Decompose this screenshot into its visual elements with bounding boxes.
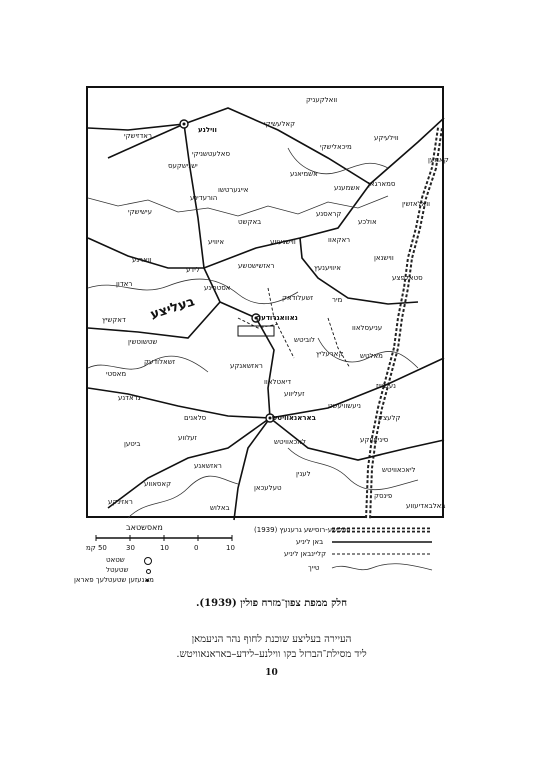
- village-legend-label: מאנעזען שטעטלעך פאראן: [74, 576, 154, 584]
- place-label: הורעדינע: [190, 194, 218, 202]
- place-label: סמארגאן: [368, 180, 396, 188]
- river-legend-label: טייך: [308, 564, 320, 572]
- railway-line: [88, 184, 370, 268]
- place-label: אסטרינע: [204, 284, 231, 292]
- place-label: ניעשוויעשט: [328, 402, 361, 410]
- place-label: זשעלודאק: [282, 294, 314, 302]
- map-caption: חלק ממפת צפון־מזרח פולין (1939).: [195, 598, 348, 609]
- place-label: נאוואגרודעק: [256, 314, 298, 322]
- railway-legend-label: באן ליניע: [296, 538, 324, 546]
- place-label: גראדנע: [118, 394, 141, 402]
- place-label: קאמען: [428, 156, 449, 164]
- railway-line: [108, 418, 270, 508]
- place-label: באקשט: [238, 218, 262, 226]
- place-label: סיניאווקע: [360, 436, 389, 444]
- narrow-railway-line: [328, 318, 350, 368]
- place-label: שטשוטשין: [128, 338, 158, 346]
- place-label: דיאטלאוו: [264, 378, 292, 386]
- place-label: איוויענעץ: [314, 264, 341, 272]
- place-label: זעליווע: [284, 390, 305, 398]
- place-label: ראזינקע: [108, 498, 133, 506]
- map-legend: [74, 520, 444, 590]
- place-label: לענין: [296, 470, 311, 478]
- town-legend-label: שטעטל: [106, 566, 129, 574]
- place-label: אייגערטשו: [218, 186, 249, 194]
- place-label: וואלאזשין: [402, 200, 431, 208]
- narrow-railway-legend-label: קליינבאן ליניע: [284, 550, 327, 558]
- place-label: איוויע: [208, 238, 225, 246]
- place-label: קארעליץ: [316, 350, 344, 358]
- scale-title: מאסשטאב: [126, 523, 163, 532]
- place-label: ראזשאנע: [194, 462, 222, 470]
- description-line: ליד מסילת־הברזל בקו ווילנע–לידע–באראנאוויטש.: [176, 649, 367, 660]
- town-symbol: [146, 569, 151, 574]
- place-label: ווישנאן: [374, 254, 394, 262]
- place-label: מיר: [332, 296, 343, 304]
- place-label: נעשוויז: [376, 382, 396, 390]
- scale-tick-label: 30: [126, 544, 135, 552]
- place-label: קלעצק: [378, 414, 401, 422]
- place-label: מאסטי: [106, 370, 127, 378]
- railway-line: [234, 418, 270, 520]
- place-label: אשמיאנע: [290, 170, 318, 178]
- map-lines: [88, 88, 446, 520]
- place-label: ביטען: [124, 440, 141, 448]
- place-label: ראדון: [116, 280, 133, 288]
- scale-tick-label: 10: [226, 544, 235, 552]
- place-label: פינסק: [374, 492, 393, 500]
- place-label: עישישקי: [128, 208, 152, 216]
- description: [0, 632, 543, 662]
- place-label: דאקשיץ: [102, 316, 126, 324]
- place-label: ווישנעווע: [270, 238, 296, 246]
- place-label: מיכאלישקי: [320, 143, 352, 151]
- place-label: ראקאוו: [328, 236, 351, 244]
- place-label: לידע: [186, 266, 200, 274]
- place-label: סאלעטשניקי: [192, 150, 230, 158]
- place-label: ראדזישקי: [124, 132, 152, 140]
- railway-line: [88, 124, 184, 130]
- place-label: קאלעשיקי: [264, 120, 296, 128]
- place-label: זעלווע: [178, 434, 197, 442]
- place-label: זשאלודעק: [144, 358, 176, 366]
- city-symbol: [144, 557, 152, 565]
- place-label: ווילנע: [198, 126, 217, 134]
- place-label: ליאכאוויטש: [382, 466, 416, 474]
- place-label: מאלטש: [360, 352, 383, 360]
- main-town-label: בעליצע: [148, 294, 197, 323]
- place-label: ווילעיקע: [374, 134, 399, 142]
- place-label: קראסנע: [316, 210, 342, 218]
- map-frame: [86, 86, 449, 518]
- scale-tick-label: 50 קמ: [86, 544, 107, 552]
- place-label: באראנאוויטש: [272, 414, 316, 422]
- border-legend-label: פוילישע-רוסישע גרענעץ (1939): [254, 526, 351, 534]
- scale-tick-label: 10: [160, 544, 169, 552]
- place-label: קאסאווע: [144, 480, 172, 488]
- page-number: 10: [265, 668, 278, 678]
- place-label: עניעסלאוו: [352, 324, 383, 332]
- place-label: אשמענע: [334, 184, 360, 192]
- place-label: לוביטש: [294, 336, 315, 344]
- city-legend-label: שטאט: [106, 556, 125, 564]
- place-label: ראזשישטשע: [238, 262, 275, 270]
- place-label: ראזשאנקע: [230, 362, 263, 370]
- place-label: באלוש: [210, 504, 230, 512]
- place-label: סלאנים: [184, 414, 207, 422]
- place-label: לאכאוויטש: [274, 438, 306, 446]
- place-label: באלבאדיעווע: [406, 502, 446, 510]
- scale-tick-label: 0: [194, 544, 199, 552]
- place-label: ווארנע: [132, 256, 152, 264]
- place-label: אולכע: [358, 218, 377, 226]
- place-label: סטאלפצע: [392, 274, 423, 282]
- description-line: העיירה בעליצע שוכנת לחוף נהר הניעמאן: [191, 634, 352, 645]
- place-label: וואלקעניק: [306, 96, 338, 104]
- place-label: ישנישקעס: [168, 162, 198, 170]
- place-label: טעלעכאן: [254, 484, 282, 492]
